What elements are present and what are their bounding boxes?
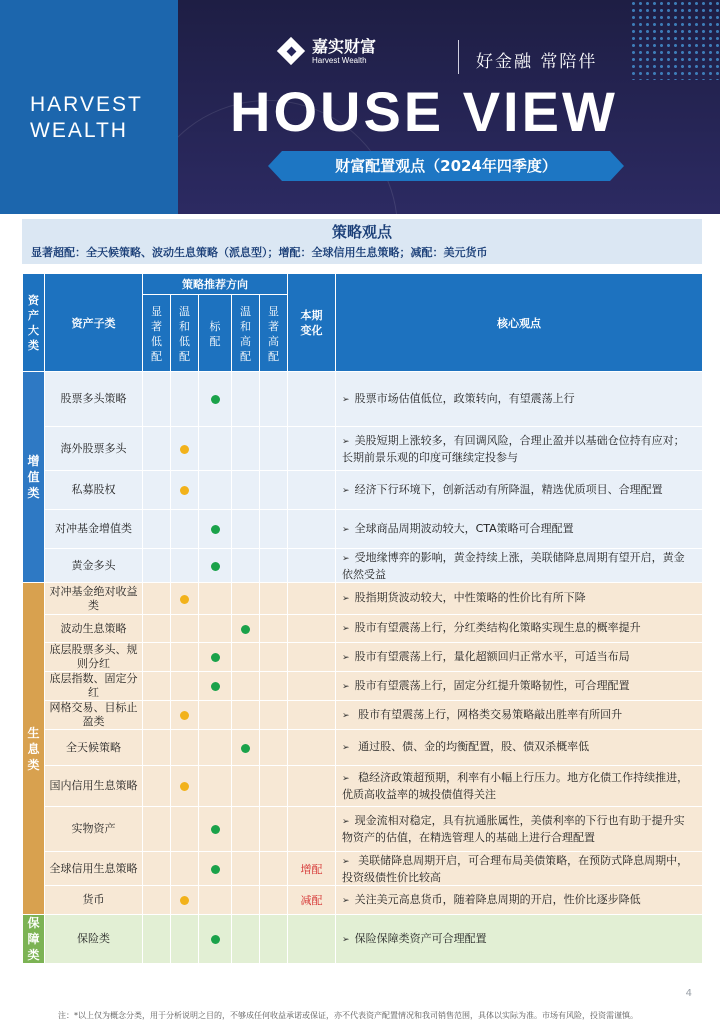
view-text: 关注美元高息货币，随着降息周期的开启，性价比逐步降低 bbox=[354, 892, 641, 906]
level-cell bbox=[143, 510, 171, 549]
table-row bbox=[23, 672, 703, 701]
level-cell bbox=[143, 427, 171, 471]
subcategory-cell: 网格交易、目标止盈类 bbox=[45, 701, 143, 730]
table-row bbox=[23, 643, 703, 672]
subcategory-cell: 波动生息策略 bbox=[45, 615, 143, 643]
view-cell bbox=[336, 372, 703, 427]
recommendation-dot-icon bbox=[211, 653, 220, 662]
subcategory-cell: 股票多头策略 bbox=[45, 372, 143, 427]
bullet-arrow-icon: ➢ bbox=[342, 710, 350, 721]
subcategory-cell: 私募股权 bbox=[45, 471, 143, 510]
level-cell bbox=[199, 730, 232, 766]
level-cell bbox=[199, 510, 232, 549]
header-category: 资产大类 bbox=[23, 274, 45, 372]
level-cell bbox=[199, 372, 232, 427]
table-row bbox=[23, 471, 703, 510]
level-cell bbox=[260, 427, 288, 471]
table-row bbox=[23, 807, 703, 852]
recommendation-dot-icon bbox=[211, 935, 220, 944]
recommendation-dot-icon bbox=[211, 562, 220, 571]
recommendation-dot-icon bbox=[211, 865, 220, 874]
header-view: 核心观点 bbox=[336, 274, 703, 372]
view-text: 现金流相对稳定，具有抗通胀属性，美债利率的下行也有助于提升实物资产的估值，在精选管理人的基础上进行合理配置 bbox=[342, 814, 685, 844]
report-header bbox=[0, 0, 720, 214]
subcategory-cell: 对冲基金增值类 bbox=[45, 510, 143, 549]
level-cell bbox=[171, 886, 199, 915]
recommendation-dot-icon bbox=[180, 445, 189, 454]
company-logo bbox=[278, 38, 376, 66]
level-cell bbox=[232, 852, 260, 886]
view-cell bbox=[336, 471, 703, 510]
level-cell bbox=[232, 807, 260, 852]
level-cell bbox=[232, 886, 260, 915]
change-cell bbox=[288, 643, 336, 672]
view-cell bbox=[336, 672, 703, 701]
change-cell bbox=[288, 766, 336, 807]
bullet-arrow-icon: ➢ bbox=[342, 594, 350, 604]
level-cell bbox=[260, 915, 288, 964]
level-cell bbox=[232, 427, 260, 471]
change-cell bbox=[288, 701, 336, 730]
strategy-description: 显著超配：全天候策略、波动生息策略（派息型）；增配：全球信用生息策略；减配：美元货币 bbox=[31, 246, 488, 259]
view-text: 股市有望震荡上行，固定分红提升策略韧性，可合理配置 bbox=[354, 678, 630, 692]
level-cell bbox=[171, 372, 199, 427]
level-cell bbox=[260, 701, 288, 730]
level-cell bbox=[260, 471, 288, 510]
level-cell bbox=[171, 730, 199, 766]
bullet-arrow-icon: ➢ bbox=[342, 743, 350, 753]
level-cell bbox=[199, 886, 232, 915]
view-text: 受地缘博弈的影响，黄金持续上涨，美联储降息周期有望开启，黄金依然受益 bbox=[342, 550, 685, 581]
bullet-arrow-icon: ➢ bbox=[342, 436, 350, 447]
table-row bbox=[23, 766, 703, 807]
page-number: 4 bbox=[685, 988, 692, 999]
bullet-arrow-icon: ➢ bbox=[342, 652, 350, 663]
header-change: 本期变化 bbox=[288, 274, 336, 372]
view-cell bbox=[336, 852, 703, 886]
header-level-4: 温和高配 bbox=[232, 295, 260, 372]
level-cell bbox=[171, 615, 199, 643]
change-cell: 减配 bbox=[288, 886, 336, 915]
view-cell bbox=[336, 643, 703, 672]
table-row bbox=[23, 372, 703, 427]
allocation-table bbox=[22, 273, 703, 964]
bullet-arrow-icon: ➢ bbox=[342, 553, 350, 564]
level-cell bbox=[232, 701, 260, 730]
category-income: 生息类 bbox=[23, 583, 45, 915]
level-cell bbox=[232, 615, 260, 643]
level-cell bbox=[143, 730, 171, 766]
table-row bbox=[23, 549, 703, 583]
change-cell bbox=[288, 427, 336, 471]
level-cell bbox=[260, 672, 288, 701]
view-text: 股指期货波动较大，中性策略的性价比有所下降 bbox=[354, 591, 586, 604]
level-cell bbox=[199, 471, 232, 510]
level-cell bbox=[199, 915, 232, 964]
bullet-arrow-icon: ➢ bbox=[342, 524, 350, 535]
recommendation-dot-icon bbox=[241, 744, 250, 753]
subcategory-cell: 保险类 bbox=[45, 915, 143, 964]
category-appreciation: 增值类 bbox=[23, 372, 45, 583]
level-cell bbox=[171, 549, 199, 583]
title-panel bbox=[178, 0, 720, 214]
level-cell bbox=[143, 701, 171, 730]
level-cell bbox=[143, 643, 171, 672]
view-text: 美联储降息周期开启，可合理布局美债策略，在预防式降息周期中，投资级债性价比较高 bbox=[342, 853, 689, 884]
recommendation-dot-icon bbox=[211, 825, 220, 834]
level-cell bbox=[171, 701, 199, 730]
level-cell bbox=[171, 583, 199, 615]
view-text: 股票市场估值低位，政策转向，有望震荡上行 bbox=[354, 391, 575, 405]
level-cell bbox=[232, 730, 260, 766]
bullet-arrow-icon: ➢ bbox=[342, 681, 350, 692]
recommendation-dot-icon bbox=[180, 782, 189, 791]
level-cell bbox=[199, 701, 232, 730]
subcategory-cell: 实物资产 bbox=[45, 807, 143, 852]
level-cell bbox=[143, 807, 171, 852]
level-cell bbox=[260, 807, 288, 852]
table-row bbox=[23, 583, 703, 615]
table-row bbox=[23, 615, 703, 643]
level-cell bbox=[199, 766, 232, 807]
level-cell bbox=[260, 549, 288, 583]
view-cell bbox=[336, 701, 703, 730]
level-cell bbox=[143, 886, 171, 915]
change-cell bbox=[288, 807, 336, 852]
level-cell bbox=[171, 807, 199, 852]
subcategory-cell: 国内信用生息策略 bbox=[45, 766, 143, 807]
header-level-3: 标配 bbox=[199, 295, 232, 372]
subcategory-cell: 对冲基金绝对收益类 bbox=[45, 583, 143, 615]
category-protection: 保障类 bbox=[23, 915, 45, 964]
recommendation-dot-icon bbox=[180, 486, 189, 495]
view-cell bbox=[336, 549, 703, 583]
change-cell bbox=[288, 471, 336, 510]
level-cell bbox=[171, 672, 199, 701]
change-cell bbox=[288, 915, 336, 964]
level-cell bbox=[171, 510, 199, 549]
table-body bbox=[23, 372, 703, 964]
recommendation-dot-icon bbox=[180, 896, 189, 905]
view-cell bbox=[336, 583, 703, 615]
logo-diamond-icon bbox=[278, 38, 306, 66]
view-text: 股市有望震荡上行，网格类交易策略敲出胜率有所回升 bbox=[354, 707, 623, 721]
level-cell bbox=[199, 427, 232, 471]
logo-chinese-name: 嘉实财富 bbox=[312, 37, 377, 56]
level-cell bbox=[232, 583, 260, 615]
level-cell bbox=[143, 766, 171, 807]
level-cell bbox=[260, 510, 288, 549]
brand-panel bbox=[0, 0, 178, 214]
table-row bbox=[23, 915, 703, 964]
brand-line-2: WEALTH bbox=[30, 119, 128, 142]
change-cell bbox=[288, 615, 336, 643]
view-text: 通过股、债、金的均衡配置，股、债双杀概率低 bbox=[354, 740, 590, 753]
recommendation-dot-icon bbox=[211, 525, 220, 534]
view-cell bbox=[336, 766, 703, 807]
change-cell bbox=[288, 549, 336, 583]
recommendation-dot-icon bbox=[211, 395, 220, 404]
view-cell bbox=[336, 427, 703, 471]
subcategory-cell: 货币 bbox=[45, 886, 143, 915]
subcategory-cell: 全天候策略 bbox=[45, 730, 143, 766]
level-cell bbox=[199, 852, 232, 886]
bullet-arrow-icon: ➢ bbox=[342, 856, 350, 867]
logo-english-name: Harvest Wealth bbox=[312, 56, 367, 65]
view-cell bbox=[336, 510, 703, 549]
subcategory-cell: 底层指数、固定分红 bbox=[45, 672, 143, 701]
level-cell bbox=[260, 730, 288, 766]
table-header bbox=[23, 274, 703, 372]
level-cell bbox=[143, 372, 171, 427]
bullet-arrow-icon: ➢ bbox=[342, 774, 350, 784]
subcategory-cell: 全球信用生息策略 bbox=[45, 852, 143, 886]
bullet-arrow-icon: ➢ bbox=[342, 485, 350, 496]
level-cell bbox=[199, 672, 232, 701]
brand-line-1: HARVEST bbox=[30, 93, 143, 116]
level-cell bbox=[143, 915, 171, 964]
level-cell bbox=[232, 549, 260, 583]
page-title: HOUSE VIEW bbox=[230, 80, 618, 143]
view-cell bbox=[336, 915, 703, 964]
level-cell bbox=[171, 471, 199, 510]
subcategory-cell: 黄金多头 bbox=[45, 549, 143, 583]
level-cell bbox=[171, 915, 199, 964]
table-row bbox=[23, 510, 703, 549]
view-text: 经济下行环境下，创新活动有所降温，精选优质项目、合理配置 bbox=[354, 482, 663, 496]
level-cell bbox=[171, 427, 199, 471]
view-text: 美股短期上涨较多，有回调风险，合理止盈并以基础仓位持有应对；长期前景乐观的印度可继续定投参与 bbox=[342, 433, 685, 464]
strategy-title: 策略观点 bbox=[331, 223, 392, 241]
level-cell bbox=[143, 471, 171, 510]
level-cell bbox=[260, 372, 288, 427]
change-cell bbox=[288, 583, 336, 615]
view-text: 保险保障类资产可合理配置 bbox=[354, 931, 487, 945]
level-cell bbox=[143, 583, 171, 615]
view-text: 全球商品周期波动较大，CTA策略可合理配置 bbox=[354, 521, 574, 535]
disclaimer-note: 注：*以上仅为概念分类，用于分析说明之目的，不够成任何收益承诺或保证，亦不代表资产配置情况和我司销售范围，具体以实际为准。市场有风险，投资需谨慎。 bbox=[58, 1011, 638, 1020]
level-cell bbox=[232, 643, 260, 672]
table-row bbox=[23, 427, 703, 471]
logo-divider bbox=[458, 40, 459, 74]
level-cell bbox=[143, 615, 171, 643]
subtitle-ribbon: 财富配置观点（2024年四季度） bbox=[282, 151, 610, 181]
header-direction: 策略推荐方向 bbox=[143, 274, 288, 295]
level-cell bbox=[199, 549, 232, 583]
view-cell bbox=[336, 730, 703, 766]
view-text: 股市有望震荡上行，分红类结构化策略实现生息的概率提升 bbox=[354, 621, 641, 634]
level-cell bbox=[232, 372, 260, 427]
level-cell bbox=[232, 915, 260, 964]
bullet-arrow-icon: ➢ bbox=[342, 934, 350, 945]
level-cell bbox=[260, 643, 288, 672]
level-cell bbox=[260, 583, 288, 615]
level-cell bbox=[143, 852, 171, 886]
level-cell bbox=[232, 471, 260, 510]
recommendation-dot-icon bbox=[180, 711, 189, 720]
header-level-2: 温和低配 bbox=[171, 295, 199, 372]
level-cell bbox=[232, 510, 260, 549]
change-cell bbox=[288, 672, 336, 701]
level-cell bbox=[171, 766, 199, 807]
bullet-arrow-icon: ➢ bbox=[342, 895, 350, 906]
level-cell bbox=[143, 549, 171, 583]
strategy-summary bbox=[22, 219, 702, 264]
view-cell bbox=[336, 615, 703, 643]
bullet-arrow-icon: ➢ bbox=[342, 624, 350, 634]
header-level-1: 显著低配 bbox=[143, 295, 171, 372]
change-cell bbox=[288, 510, 336, 549]
bullet-arrow-icon: ➢ bbox=[342, 817, 350, 827]
header-subcategory: 资产子类 bbox=[45, 274, 143, 372]
table-row bbox=[23, 886, 703, 915]
recommendation-dot-icon bbox=[211, 682, 220, 691]
table-row bbox=[23, 730, 703, 766]
level-cell bbox=[199, 807, 232, 852]
recommendation-dot-icon bbox=[180, 595, 189, 604]
table-row bbox=[23, 701, 703, 730]
level-cell bbox=[143, 672, 171, 701]
level-cell bbox=[260, 615, 288, 643]
level-cell bbox=[199, 615, 232, 643]
level-cell bbox=[260, 766, 288, 807]
subcategory-cell: 底层股票多头、规则分红 bbox=[45, 643, 143, 672]
slogan: 好金融 常陪伴 bbox=[476, 52, 598, 72]
level-cell bbox=[199, 583, 232, 615]
level-cell bbox=[232, 672, 260, 701]
header-level-5: 显著高配 bbox=[260, 295, 288, 372]
level-cell bbox=[199, 643, 232, 672]
level-cell bbox=[232, 766, 260, 807]
level-cell bbox=[171, 852, 199, 886]
change-cell: 增配 bbox=[288, 852, 336, 886]
view-text: 稳经济政策超预期，利率有小幅上行压力。地方化债工作持续推进，优质高收益率的城投债值得关注 bbox=[342, 771, 689, 801]
subcategory-cell: 海外股票多头 bbox=[45, 427, 143, 471]
brand-name bbox=[30, 92, 143, 144]
view-cell bbox=[336, 886, 703, 915]
level-cell bbox=[171, 643, 199, 672]
view-text: 股市有望震荡上行，量化超额回归正常水平，可适当布局 bbox=[354, 649, 630, 663]
view-cell bbox=[336, 807, 703, 852]
change-cell bbox=[288, 372, 336, 427]
table-row bbox=[23, 852, 703, 886]
level-cell bbox=[260, 886, 288, 915]
decorative-dots bbox=[630, 0, 720, 80]
recommendation-dot-icon bbox=[241, 625, 250, 634]
level-cell bbox=[260, 852, 288, 886]
bullet-arrow-icon: ➢ bbox=[342, 394, 350, 405]
change-cell bbox=[288, 730, 336, 766]
